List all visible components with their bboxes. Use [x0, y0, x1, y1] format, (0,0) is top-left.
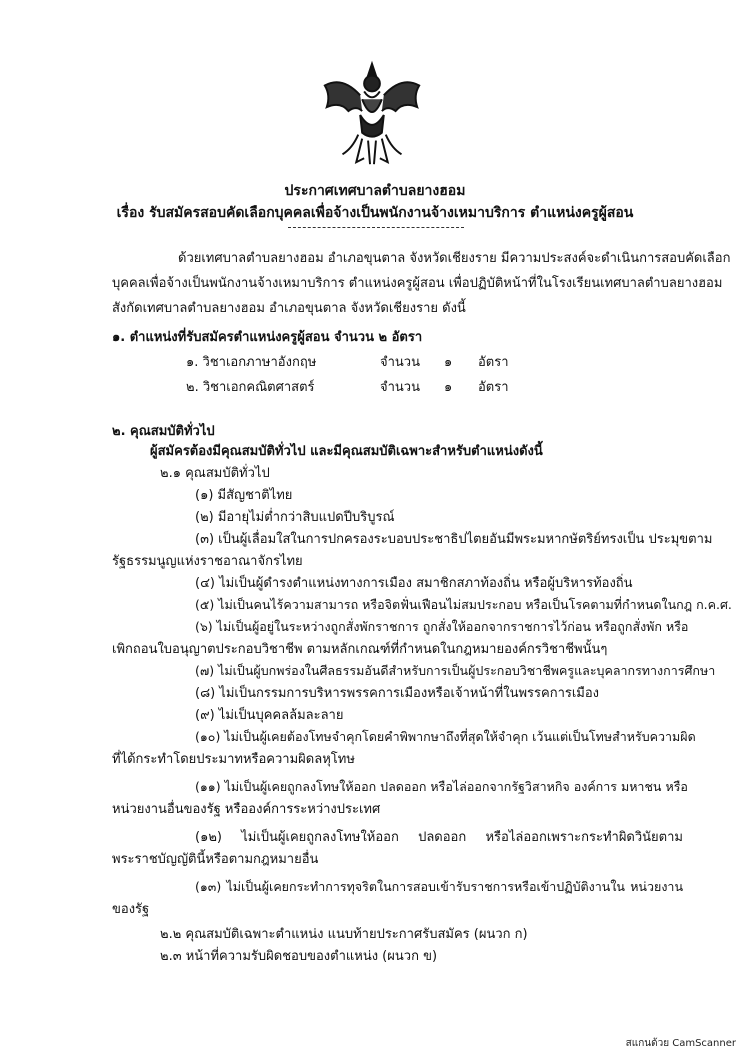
intro-line-2: บุคคลเพื่อจ้างเป็นพนักงานจ้างเหมาบริการ ตำแหน่งครูผู้สอน เพื่อปฏิบัติหน้าที่ในโรงเรียนเทศบาลตำบลยางฮอม [112, 276, 723, 291]
qualification-item: (๑๓) ไม่เป็นผู้เคยกระทำการทุจริตในการสอบเข้ารับราชการหรือเข้าปฏิบัติงานใน หน่วยงาน [195, 879, 683, 894]
position-row-unit: อัตรา [478, 380, 509, 395]
document-title: ประกาศเทศบาลตำบลยางฮอม [284, 183, 466, 199]
qualification-item: (๑) มีสัญชาติไทย [195, 488, 293, 503]
position-row-qty-label: จำนวน [380, 355, 420, 370]
qualification-item: (๕) ไม่เป็นคนไร้ความสามารถ หรือจิตฟั่นเฟือนไม่สมประกอบ หรือเป็นโรคตามที่กำหนดในกฎ ก.ค.ศ. [195, 597, 732, 612]
position-row-qty-label: จำนวน [380, 380, 420, 395]
garuda-emblem-icon [313, 56, 431, 174]
specific-qualifications: ๒.๒ คุณสมบัติเฉพาะตำแหน่ง แนบท้ายประกาศรับสมัคร (ผนวก ก) [160, 927, 528, 942]
qualification-item: (๒) มีอายุไม่ต่ำกว่าสิบแปดปีบริบูรณ์ [195, 510, 395, 525]
position-row-subject: ๑. วิชาเอกภาษาอังกฤษ [186, 355, 317, 370]
qualification-item-cont: หน่วยงานอื่นของรัฐ หรือองค์การระหว่างประเทศ [112, 802, 381, 817]
qualification-item: (๔) ไม่เป็นผู้ดำรงตำแหน่งทางการเมือง สมาชิกสภาท้องถิ่น หรือผู้บริหารท้องถิ่น [195, 576, 633, 591]
position-row-qty: ๑ [444, 380, 453, 395]
position-row-qty: ๑ [444, 355, 453, 370]
section2-heading: ๒. คุณสมบัติทั่วไป [112, 424, 215, 439]
qualification-item: (๓) เป็นผู้เลื่อมใสในการปกครองระบอบประชาธิปไตยอันมีพระมหากษัตริย์ทรงเป็น ประมุขตาม [195, 532, 713, 547]
position-duties: ๒.๓ หน้าที่ความรับผิดชอบของตำแหน่ง (ผนวก ข) [160, 949, 438, 964]
qualification-item-cont: รัฐธรรมนูญแห่งราชอาณาจักรไทย [112, 554, 303, 569]
qualification-item-cont: ของรัฐ [112, 902, 150, 917]
qualification-item: (๘) ไม่เป็นกรรมการบริหารพรรคการเมืองหรือเจ้าหน้าที่ในพรรคการเมือง [195, 686, 600, 701]
qualification-item-cont: ที่ได้กระทำโดยประมาทหรือความผิดลหุโทษ [112, 752, 355, 767]
intro-line-3: สังกัดเทศบาลตำบลยางฮอม อำเภอขุนตาล จังหวัดเชียงราย ดังนี้ [112, 301, 466, 316]
qualification-item: (๑๑) ไม่เป็นผู้เคยถูกลงโทษให้ออก ปลดออก หรือไล่ออกจากรัฐวิสาหกิจ องค์การ มหาชน หรือ [195, 779, 688, 794]
qualification-item: (๗) ไม่เป็นผู้บกพร่องในศีลธรรมอันดีสำหรับการเป็นผู้ประกอบวิชาชีพครูและบุคลากรทางการศึกษา [195, 663, 716, 678]
title-divider [288, 227, 464, 228]
qualification-item: (๑๐) ไม่เป็นผู้เคยต้องโทษจำคุกโดยคำพิพากษาถึงที่สุดให้จำคุก เว้นแต่เป็นโทษสำหรับความผิด [195, 729, 696, 744]
section2-subheading: ผู้สมัครต้องมีคุณสมบัติทั่วไป และมีคุณสมบัติเฉพาะสำหรับตำแหน่งดังนี้ [150, 444, 543, 459]
general-qualifications-title: ๒.๑ คุณสมบัติทั่วไป [160, 466, 270, 481]
qualification-item: (๙) ไม่เป็นบุคคลล้มละลาย [195, 708, 344, 723]
qualification-item: (๖) ไม่เป็นผู้อยู่ในระหว่างถูกสั่งพักราชการ ถูกสั่งให้ออกจากราชการไว้ก่อน หรือถูกสั่งพัก หรือ [195, 619, 689, 634]
intro-line-1: ด้วยเทศบาลตำบลยางฮอม อำเภอขุนตาล จังหวัดเชียงราย มีความประสงค์จะดำเนินการสอบคัดเลือก [178, 251, 731, 266]
qualification-item: (๑๒) ไม่เป็นผู้เคยถูกลงโทษให้ออก ปลดออก หรือไล่ออกเพราะกระทำผิดวินัยตาม [195, 830, 683, 845]
qualification-item-cont: เพิกถอนใบอนุญาตประกอบวิชาชีพ ตามหลักเกณฑ์ที่กำหนดในกฎหมายองค์กรวิชาชีพนั้นๆ [112, 642, 608, 657]
qualification-item-cont: พระราชบัญญัตินี้หรือตามกฎหมายอื่น [112, 852, 319, 867]
document-subject: เรื่อง รับสมัครสอบคัดเลือกบุคคลเพื่อจ้างเป็นพนักงานจ้างเหมาบริการ ตำแหน่งครูผู้สอน [116, 205, 634, 221]
section1-heading: ๑. ตำแหน่งที่รับสมัครตำแหน่งครูผู้สอน จำนวน ๒ อัตรา [112, 330, 423, 345]
position-row-subject: ๒. วิชาเอกคณิตศาสตร์ [186, 380, 315, 395]
scanner-watermark: สแกนด้วย CamScanner [625, 1038, 736, 1049]
position-row-unit: อัตรา [478, 355, 509, 370]
